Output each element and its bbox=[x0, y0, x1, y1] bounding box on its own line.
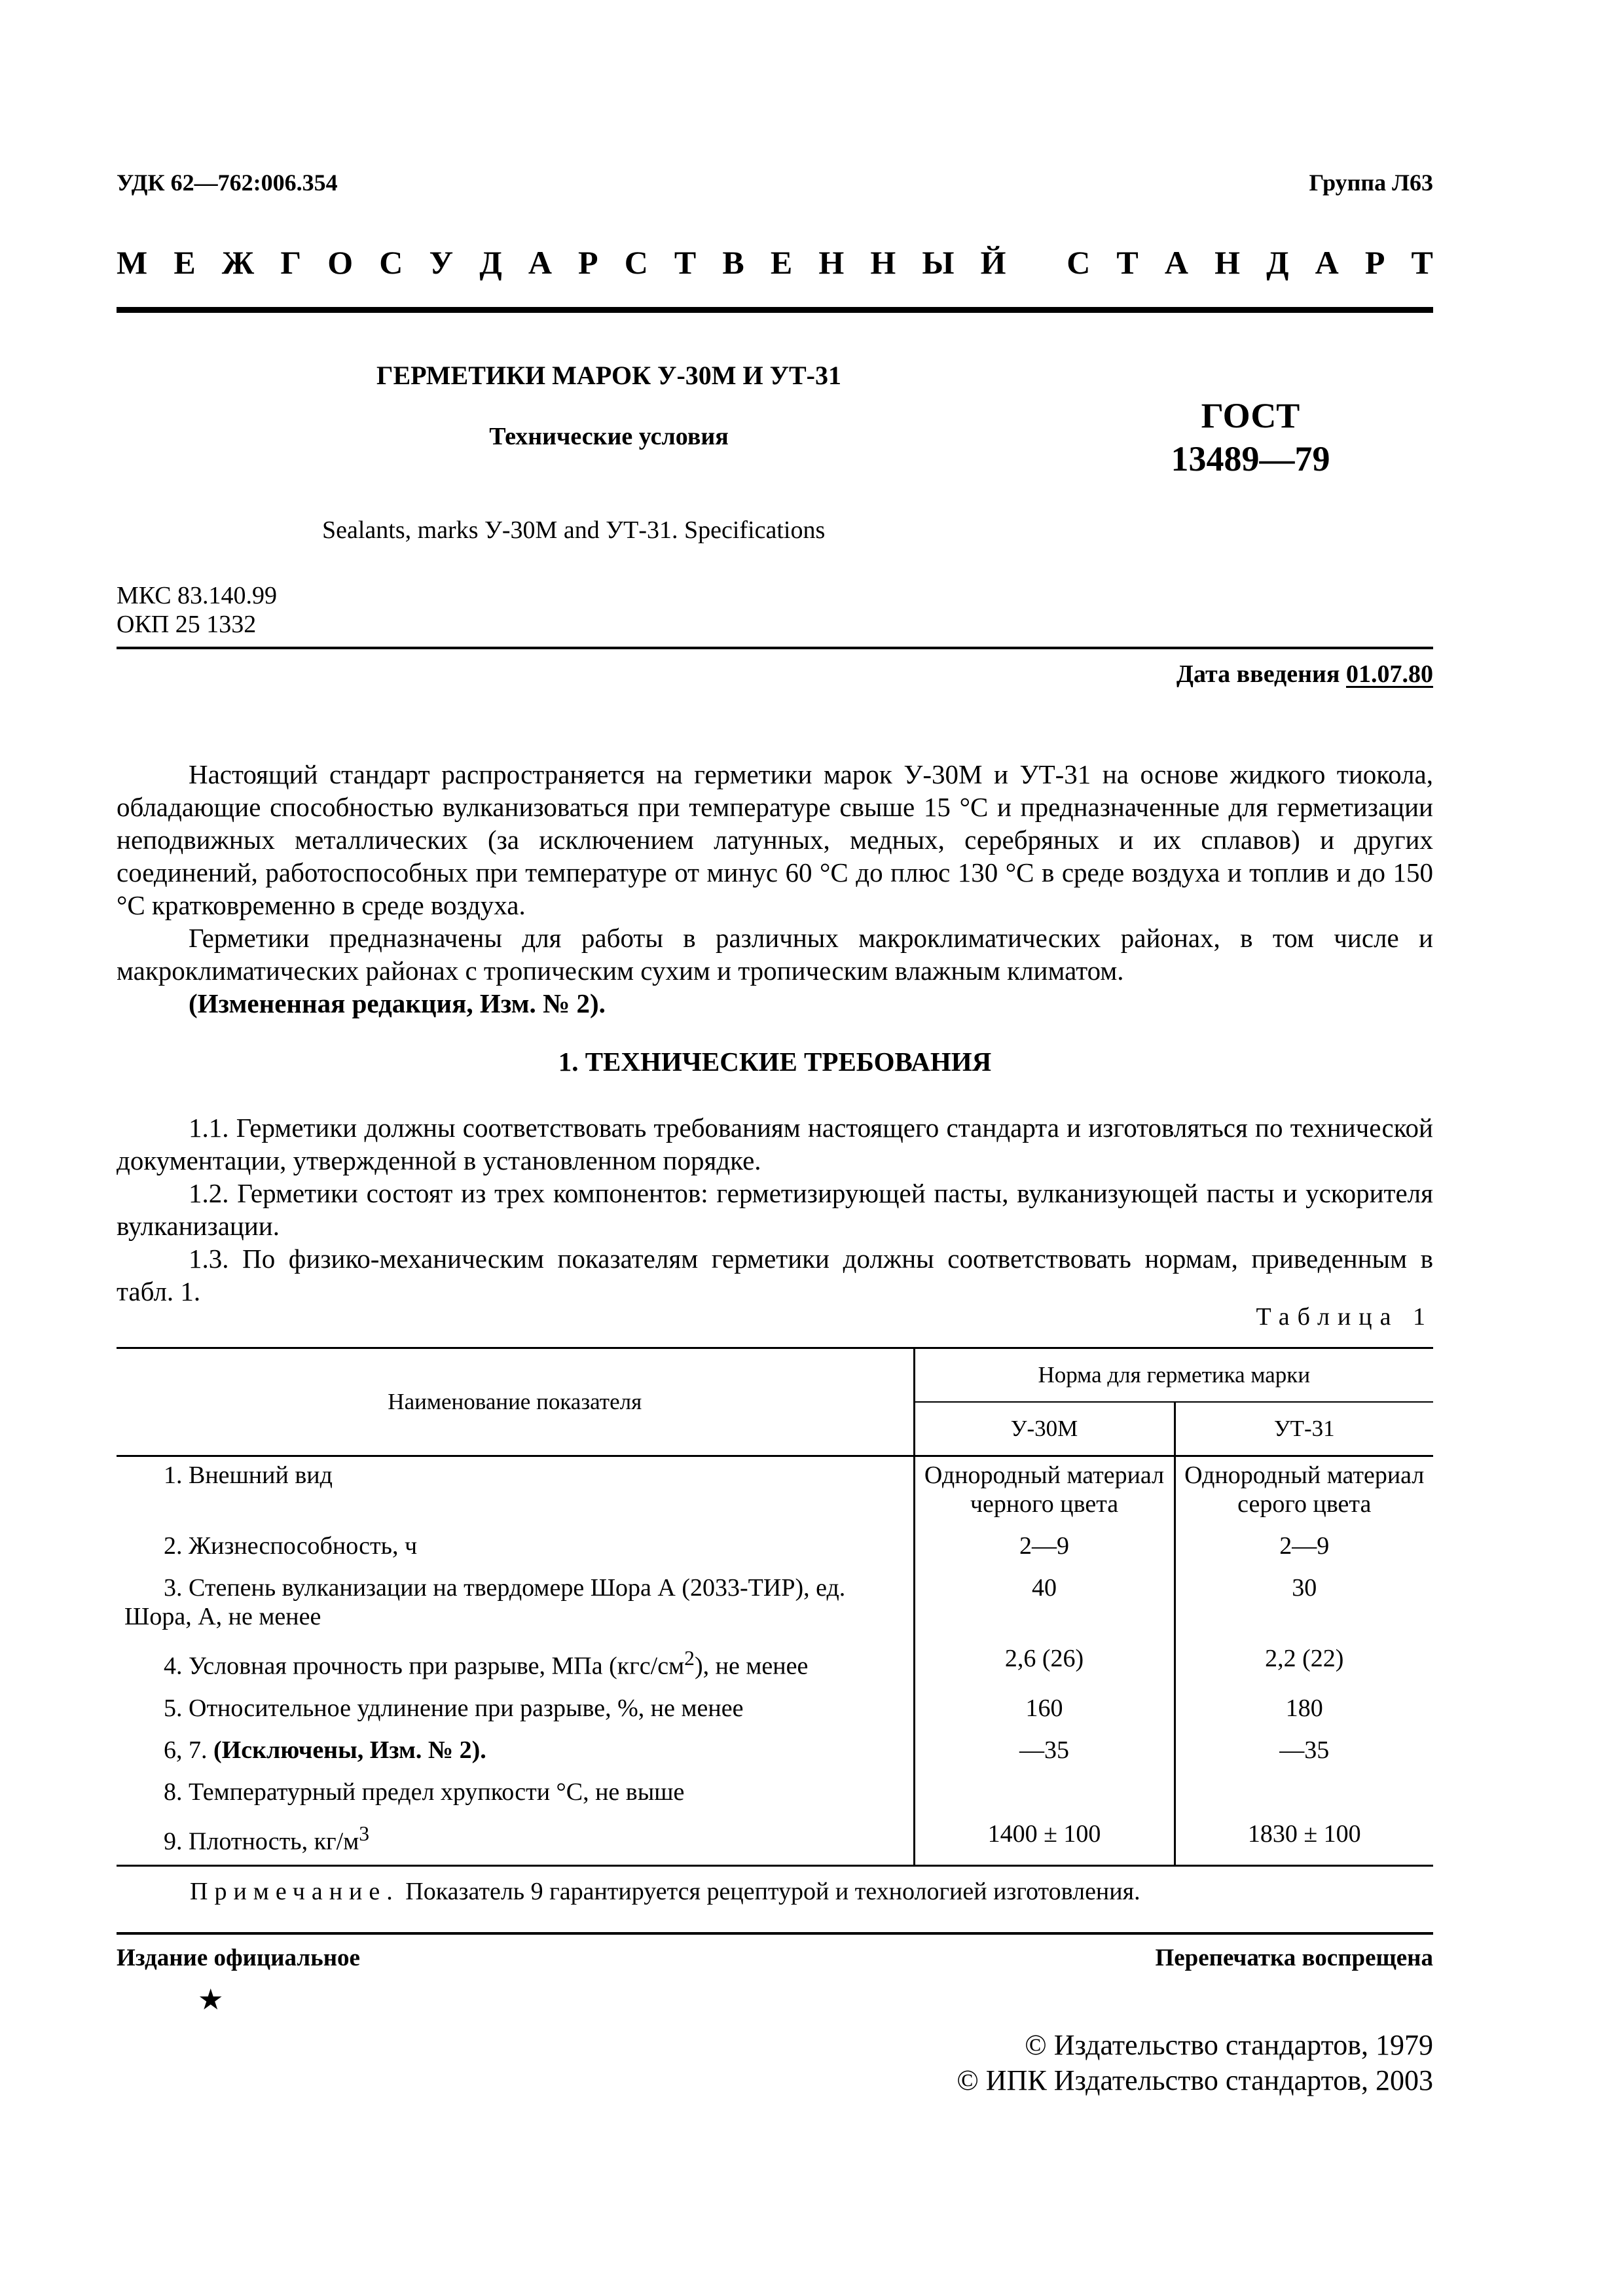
row-name-text: 6, 7. bbox=[164, 1736, 213, 1764]
header-norm: Норма для герметика марки bbox=[914, 1348, 1433, 1403]
header-u30m: У-30М bbox=[914, 1402, 1175, 1456]
heading-letter bbox=[1032, 243, 1041, 281]
classification-codes bbox=[117, 581, 277, 639]
row-name-tail: ), не менее bbox=[694, 1652, 809, 1680]
document-subtitle: Технические условия bbox=[489, 423, 729, 450]
heading-letter: Ы bbox=[922, 244, 955, 281]
heading-letter: Е bbox=[173, 244, 196, 281]
header-indicator-name: Наименование показателя bbox=[117, 1348, 914, 1456]
table-row bbox=[117, 1690, 1433, 1732]
specification-table bbox=[117, 1347, 1433, 1867]
section-1-text bbox=[117, 1111, 1433, 1308]
row-name: 1. Внешний вид bbox=[164, 1462, 333, 1489]
intro-date-value: 01.07.80 bbox=[1346, 660, 1433, 688]
copyright-1979: © Издательство стандартов, 1979 bbox=[1025, 2029, 1433, 2061]
title-rule bbox=[117, 647, 1433, 649]
cell-ut31: 2—9 bbox=[1175, 1528, 1433, 1570]
cell-ut31: 30 bbox=[1175, 1570, 1433, 1640]
copyright-block bbox=[957, 2028, 1433, 2098]
cell-u30m: Однородный материал черного цвета bbox=[914, 1456, 1175, 1528]
table-row bbox=[117, 1732, 1433, 1774]
row-name bbox=[117, 1816, 914, 1866]
document-title: ГЕРМЕТИКИ МАРОК У-30М И УТ-31 bbox=[376, 361, 841, 390]
heading-letter: А bbox=[1164, 244, 1188, 281]
star-icon: ★ bbox=[198, 1984, 224, 2016]
cell-u30m: 2—9 bbox=[914, 1528, 1175, 1570]
heading-letter: Е bbox=[770, 244, 793, 281]
cell-ut31: Однородный материал серого цвета bbox=[1175, 1456, 1433, 1528]
table-row bbox=[117, 1456, 1433, 1528]
heading-letter: С bbox=[624, 244, 648, 281]
table-row bbox=[117, 1528, 1433, 1570]
introduction-date bbox=[1176, 660, 1433, 689]
cell-ut31: 180 bbox=[1175, 1690, 1433, 1732]
group-code: Группа Л63 bbox=[1309, 170, 1433, 196]
clause-1-2: 1.2. Герметики состоят из трех компонентов: герметизирующей пасты, вулканизующей пасты и ускорителя вулканизации. bbox=[117, 1178, 1433, 1241]
intro-date-label: Дата введения bbox=[1176, 660, 1346, 688]
table-row bbox=[117, 1816, 1433, 1866]
clause-1-3: 1.3. По физико-механическим показателям герметики должны соответствовать нормам, приведенным в табл. 1. bbox=[117, 1244, 1433, 1306]
row-name: 2. Жизнеспособность, ч bbox=[164, 1532, 418, 1560]
cell-u30m: 160 bbox=[914, 1690, 1175, 1732]
footer-rule bbox=[117, 1932, 1433, 1935]
heading-letter: Т bbox=[674, 244, 697, 281]
official-edition: Издание официальное bbox=[117, 1945, 360, 1971]
gost-designation bbox=[1139, 394, 1362, 480]
row-name-sup: 2 bbox=[684, 1647, 695, 1670]
cell-ut31: 2,2 (22) bbox=[1175, 1640, 1433, 1690]
section-title: 1. ТЕХНИЧЕСКИЕ ТРЕБОВАНИЯ bbox=[558, 1047, 992, 1077]
heading-letter: А bbox=[1315, 244, 1339, 281]
cell-ut31 bbox=[1175, 1774, 1433, 1816]
amendment-note: (Измененная редакция, Изм. № 2). bbox=[189, 988, 606, 1018]
table-row bbox=[117, 1774, 1433, 1816]
heading-letter: Н bbox=[870, 244, 896, 281]
copyright-2003: © ИПК Издательство стандартов, 2003 bbox=[957, 2064, 1433, 2096]
heading-letter: Т bbox=[1411, 244, 1433, 281]
heading-letter: А bbox=[528, 244, 552, 281]
intro-paragraph-2: Герметики предназначены для работы в различных макроклиматических районах, в том числе и макроклиматических районах с тропическим сухим и тропическим влажным климатом. bbox=[117, 923, 1433, 986]
cell-ut31: —35 bbox=[1175, 1732, 1433, 1774]
row-name bbox=[117, 1732, 914, 1774]
interstate-standard-heading bbox=[117, 243, 1433, 281]
cell-ut31: 1830 ± 100 bbox=[1175, 1816, 1433, 1866]
cell-u30m: 1400 ± 100 bbox=[914, 1816, 1175, 1866]
cell-u30m bbox=[914, 1774, 1175, 1816]
heading-letter: Р bbox=[578, 244, 598, 281]
heading-letter: М bbox=[117, 244, 148, 281]
row-name bbox=[117, 1640, 914, 1690]
note-label: Примечание. bbox=[190, 1878, 399, 1905]
heading-letter: У bbox=[429, 244, 454, 281]
cell-u30m: —35 bbox=[914, 1732, 1175, 1774]
heading-letter: Р bbox=[1364, 244, 1385, 281]
note-text: Показатель 9 гарантируется рецептурой и технологией изготовления. bbox=[399, 1878, 1140, 1905]
table-note bbox=[190, 1877, 1140, 1906]
heading-letter: Д bbox=[1266, 244, 1289, 281]
row-name-bold: (Исключены, Изм. № 2). bbox=[213, 1736, 486, 1764]
row-name: 8. Температурный предел хрупкости °С, не выше bbox=[164, 1778, 685, 1806]
heading-letter: С bbox=[379, 244, 403, 281]
gost-label: ГОСТ bbox=[1201, 396, 1300, 435]
header-rule bbox=[117, 307, 1433, 313]
heading-letter: Й bbox=[980, 244, 1006, 281]
heading-letter: О bbox=[327, 244, 354, 281]
heading-letter: С bbox=[1067, 244, 1091, 281]
row-name-text: 4. Условная прочность при разрыве, МПа (кгс/см bbox=[164, 1652, 685, 1680]
row-name-text: 9. Плотность, кг/м bbox=[164, 1827, 359, 1856]
table-row bbox=[117, 1570, 1433, 1640]
heading-letter: Н bbox=[818, 244, 845, 281]
heading-letter: Н bbox=[1214, 244, 1241, 281]
heading-letter: Т bbox=[1116, 244, 1139, 281]
cell-u30m: 40 bbox=[914, 1570, 1175, 1640]
row-name: 5. Относительное удлинение при разрыве, %, не менее bbox=[164, 1694, 744, 1722]
heading-letter: Д bbox=[479, 244, 502, 281]
intro-paragraph-1: Настоящий стандарт распространяется на герметики марок У-30М и УТ-31 на основе жидкого тиокола, обладающие способностью вулканизоваться при температуре свыше 15 °С и предназначенные для герметизации неподвижных металлических (за исключением латунных, медных, серебряных и их сплавов) и других соединений, работоспособных при температуре от минус 60 °С до плюс 130 °С в среде воздуха и топлив и до 150 °С кратковременно в среде воздуха. bbox=[117, 759, 1433, 920]
okp-code: ОКП 25 1332 bbox=[117, 611, 257, 638]
cell-u30m: 2,6 (26) bbox=[914, 1640, 1175, 1690]
clause-1-1: 1.1. Герметики должны соответствовать требованиям настоящего стандарта и изготовляться по технической документации, утвержденной в установленном порядке. bbox=[117, 1113, 1433, 1175]
heading-letter: Г bbox=[280, 244, 302, 281]
header-ut31: УТ-31 bbox=[1175, 1402, 1433, 1456]
intro-text bbox=[117, 758, 1433, 1020]
reprint-prohibited: Перепечатка воспрещена bbox=[1155, 1945, 1433, 1971]
row-name: 3. Степень вулканизации на твердомере Шора А (2033-ТИР), ед. Шора, А, не менее bbox=[124, 1574, 846, 1630]
english-title: Sealants, marks У-30М and УТ-31. Specifications bbox=[322, 516, 826, 544]
gost-number: 13489—79 bbox=[1171, 439, 1330, 478]
heading-letter: Ж bbox=[221, 244, 255, 281]
udk-code: УДК 62—762:006.354 bbox=[117, 170, 338, 196]
mks-code: МКС 83.140.99 bbox=[117, 582, 278, 609]
table-caption: Таблица 1 bbox=[1256, 1303, 1433, 1331]
table-row bbox=[117, 1640, 1433, 1690]
row-name-sup: 3 bbox=[359, 1821, 370, 1845]
heading-letter: В bbox=[722, 244, 744, 281]
